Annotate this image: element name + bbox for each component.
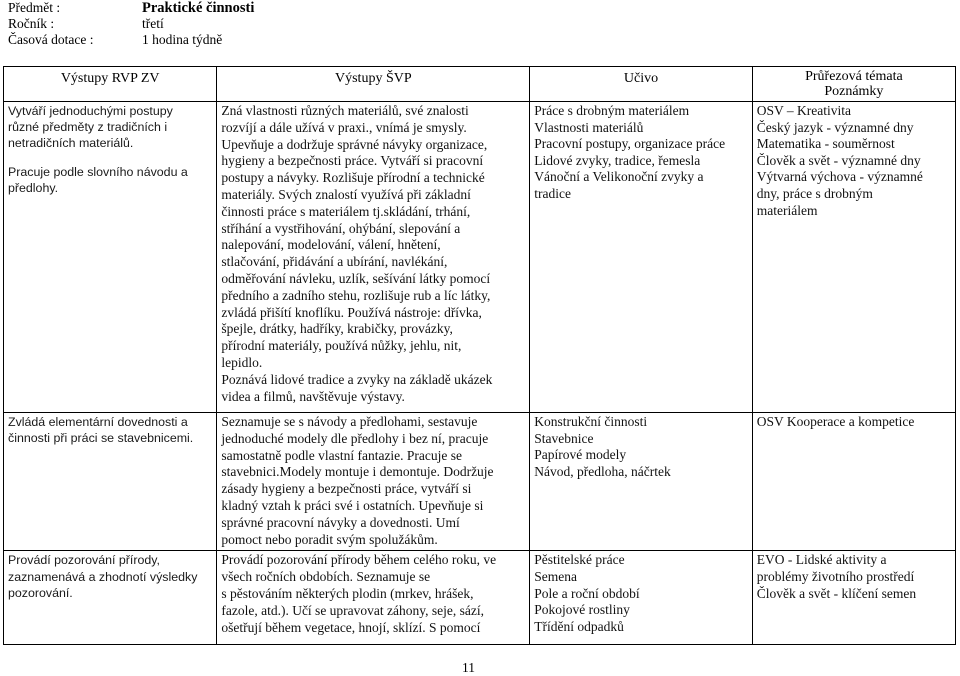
header-notes: Poznámky (824, 84, 884, 99)
cell-text-line: ošetřují během vegetace, hnojí, sklízí. S pomocí (221, 619, 481, 635)
cell-text-line: Stavebnice (534, 430, 594, 446)
cell-text-line: problémy životního prostředí (756, 568, 915, 584)
cell-text-line: Pracovní postupy, organizace práce (534, 136, 726, 152)
cell-text-line: materiálem (756, 202, 818, 218)
cell-text-line: hygieny a bezpečnosti práce. Vytváří si pracovní (221, 153, 484, 169)
cell-text-line: Papírové modely (534, 447, 627, 463)
cell-text-line: Provádí pozorování přírody, (8, 553, 160, 568)
cell-text-line: tradice (534, 185, 572, 201)
page-number: 11 (462, 660, 475, 675)
table-row (4, 413, 956, 551)
cell-text-line: činnosti při práci se stavebnicemi. (8, 431, 194, 446)
cell-text-line: přírodní materiály, používá nůžky, jehlu, nit, (221, 338, 462, 354)
cell-text-line: nalepování, modelování, válení, hnětení, (221, 237, 441, 253)
cell-text-line: Upevňuje a dodržuje správné návyky organizace, (221, 136, 488, 152)
cell-text-line: špejle, drátky, hadříky, krabičky, provázky, (221, 321, 453, 337)
cell-text-line: Zná vlastnosti různých materiálů, své znalosti (221, 103, 469, 118)
cell-text-line: předlohy. (8, 180, 59, 195)
subject-label: Předmět : (8, 0, 61, 15)
cell-text-line: Seznamuje se s návody a předlohami, sestavuje (221, 414, 478, 429)
header-rvp: Výstupy RVP ZV (4, 67, 217, 102)
grade-row (8, 16, 254, 32)
cell-text-line: EVO - Lidské aktivity a (756, 552, 887, 568)
cell-text-line: zvládá přišítí knoflíku. Používá nástroje: dřívka, (221, 304, 482, 320)
cell-text-line: videa a filmů, navštěvuje výstavy. (221, 388, 405, 404)
curriculum-cell (530, 413, 753, 551)
rvp-outcome-2 (8, 164, 212, 196)
cell-text-line: Český jazyk - významné dny (756, 119, 914, 135)
cell-text-line: Lidové zvyky, tradice, řemesla (534, 152, 701, 168)
cell-text-line: OSV – Kreativita (756, 103, 852, 118)
cell-text-line: samostatně podle vlastní fantazie. Pracuje se (221, 447, 463, 463)
cell-text-line: pozorování. (8, 585, 73, 600)
cell-text-line: Poznává lidové tradice a zvyky na základě ukázek (221, 371, 493, 387)
cell-text-line: kladný vztah k práci své i ostatních. Upevňuje si (221, 497, 484, 513)
cell-text-line: zásady hygieny a bezpečnosti práce, vytváří si (221, 481, 472, 497)
cell-text-line: Vánoční a Velikonoční zvyky a (534, 169, 704, 185)
cell-text-line: předního a zadního stehu, rozlišuje rub a líc látky, (221, 287, 491, 303)
header-curriculum: Učivo (530, 67, 753, 102)
cell-text-line: odměřování návleku, uzlík, sešívání látky pomocí (221, 270, 491, 286)
cross-topics-cell (752, 551, 955, 645)
subject-row (8, 0, 254, 16)
grade-value: třetí (142, 16, 164, 31)
curriculum-cell (530, 102, 753, 413)
table-header-row (4, 67, 956, 102)
cell-text-line: stříhání a vystřihování, ohýbání, slepování a (221, 220, 461, 236)
cell-text-line: Pracuje podle slovního návodu a (8, 164, 188, 179)
cell-text-line: dny, práce s drobným (756, 185, 873, 201)
cell-text-line: Provádí pozorování přírody během celého roku, ve (221, 552, 497, 568)
cell-text-line: stlačování, přidávání a ubírání, navlékání, (221, 254, 448, 270)
cell-text-line: Konstrukční činnosti (534, 414, 648, 429)
cell-text-line: netradičních materiálů. (8, 136, 134, 151)
cell-text-line: s pěstováním některých plodin (mrkev, hrášek, (221, 585, 474, 601)
cell-text-line: rozvíjí a dále užívá v praxi., vnímá je smysly. (221, 119, 467, 135)
cell-text-line: Pole a roční období (534, 585, 640, 601)
cell-text-line: Výtvarná výchova - významné (756, 169, 923, 185)
rvp-outcome-1 (8, 103, 212, 152)
cell-text-line: jednoduché modely dle předlohy i bez ní, pracuje (221, 430, 489, 446)
cell-text-line: Vlastnosti materiálů (534, 119, 644, 135)
cell-text-line: Člověk a svět - klíčení semen (756, 585, 917, 601)
cell-text-line: Třídění odpadků (534, 618, 624, 634)
document-header (8, 0, 254, 48)
svp-cell (217, 551, 530, 645)
header-cross-topics (752, 67, 955, 102)
cell-text-line: Semena (534, 568, 578, 584)
time-allotment-value: 1 hodina týdně (142, 32, 223, 47)
rvp-cell (4, 551, 217, 645)
cell-text-line: materiály. Svých znalostí využívá při základní (221, 186, 471, 202)
table-row (4, 102, 956, 413)
cell-text-line: správné pracovní návyky a dovednosti. Umí (221, 514, 460, 530)
cell-text-line: Matematika - souměrnost (756, 136, 895, 152)
rvp-cell (4, 413, 217, 551)
cell-text-line: zaznamenává a zhodnotí výsledky (8, 569, 198, 584)
svp-cell (217, 413, 530, 551)
time-allotment-label: Časová dotace : (8, 32, 94, 47)
cell-text-line: postupy a návyky. Rozlišuje přírodní a technické (221, 170, 485, 186)
table-row (4, 551, 956, 645)
cell-text-line: lepidlo. (221, 354, 263, 370)
curriculum-table (3, 66, 956, 645)
cell-text-line: fazole, atd.). Učí se upravovat záhony, seje, sází, (221, 602, 484, 618)
cell-text-line: OSV Kooperace a kompetice (756, 414, 915, 429)
cell-text-line: Pěstitelské práce (534, 552, 625, 568)
subject-value: Praktické činnosti (142, 0, 255, 16)
rvp-cell (4, 102, 217, 413)
cell-text-line: pomoct nebo poradit svým spolužákům. (221, 531, 438, 547)
cell-text-line: všech ročních obdobích. Seznamuje se (221, 569, 431, 585)
cell-text-line: činnosti práce s materiálem tj.skládání, trhání, (221, 203, 471, 219)
cell-text-line: různé předměty z tradičních i (8, 120, 168, 135)
curriculum-cell (530, 551, 753, 645)
cell-text-line: Práce s drobným materiálem (534, 103, 690, 118)
cross-topics-cell (752, 102, 955, 413)
cell-text-line: Vytváří jednoduchými postupy (8, 104, 173, 118)
cross-topics-cell (752, 413, 955, 551)
header-cross-topics-title: Průřezová témata (805, 69, 903, 84)
svp-cell (217, 102, 530, 413)
time-row (8, 32, 254, 48)
cell-text-line: Zvládá elementární dovednosti a (8, 415, 188, 429)
grade-label: Ročník : (8, 16, 55, 31)
cell-text-line: stavebnici.Modely montuje i demontuje. Dodržuje (221, 464, 494, 480)
header-svp: Výstupy ŠVP (217, 67, 530, 102)
cell-text-line: Návod, předloha, náčrtek (534, 463, 671, 479)
cell-text-line: Člověk a svět - významné dny (756, 152, 921, 168)
cell-text-line: Pokojové rostliny (534, 602, 630, 618)
